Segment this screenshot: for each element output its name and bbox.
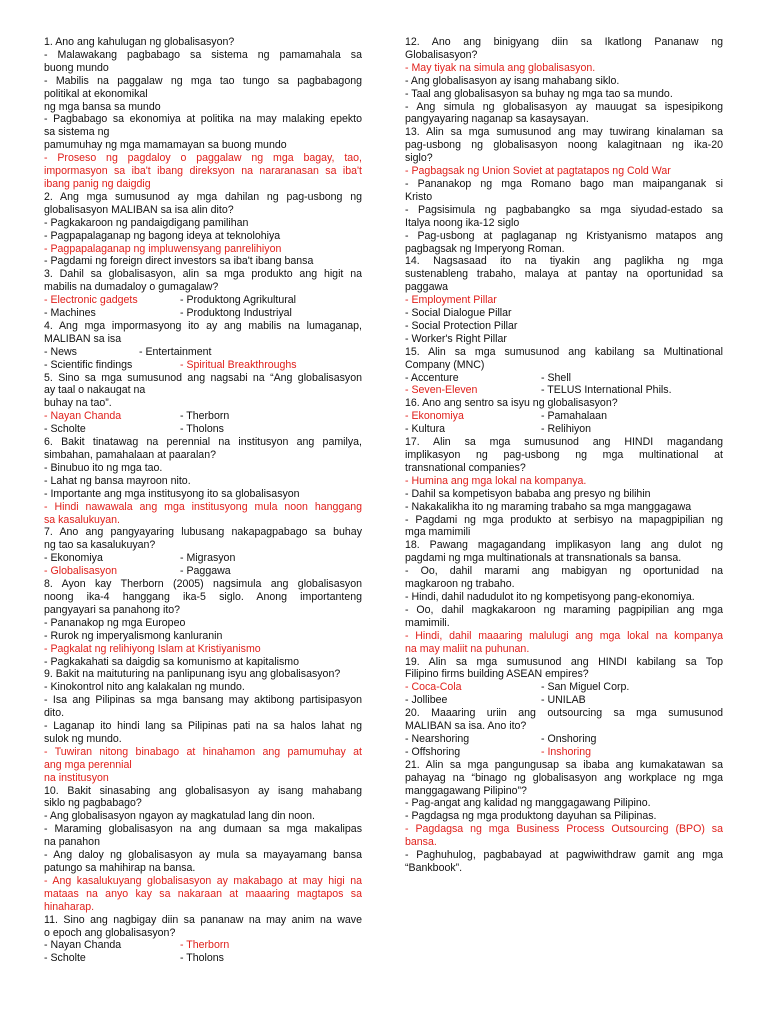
answer-line: impormasyon sa iba't ibang direksyon na nararanasan sa iba't — [44, 165, 362, 178]
choice-option: - Ekonomiya — [405, 410, 464, 423]
answer-line: mataas na anyo kay sa nakaraan at maaaring magtapos sa — [44, 887, 362, 900]
choice-option: - Globalisasyon — [44, 565, 118, 578]
text-line: na panahon — [44, 836, 100, 849]
choice-row — [44, 294, 362, 307]
text-line: Globalisasyon? — [405, 48, 478, 61]
choice-option: - San Miguel Corp. — [541, 681, 630, 694]
text-line: 7. Ano ang pangyayaring lubusang nakapagpabago sa buhay — [44, 526, 362, 539]
choice-row — [44, 552, 362, 565]
choice-option: - Ekonomiya — [44, 552, 103, 565]
choice-row — [405, 384, 723, 397]
text-line: 15. Alin sa mga sumusunod ang kabilang sa Multinational — [405, 345, 723, 358]
answer-line: - Hindi nawawala ang mga institusyong mula noon hanggang — [44, 500, 362, 513]
right-column — [405, 36, 723, 875]
text-line: - Binubuo ito ng mga tao. — [44, 461, 163, 474]
text-line: - Pananakop ng mga Romano bago man maipanganak si — [405, 177, 723, 190]
answer-line: ang mga perennial — [44, 758, 132, 771]
text-line: - Pagdami ng foreign direct investors sa iba't ibang bansa — [44, 255, 314, 268]
text-line: mabilis na dumadaloy o gumagalaw? — [44, 281, 219, 294]
choice-row — [44, 423, 362, 436]
choice-row — [44, 307, 362, 320]
answer-line: bansa. — [405, 836, 437, 849]
choice-option: - UNILAB — [541, 694, 586, 707]
choice-option: - Electronic gadgets — [44, 294, 138, 307]
text-line: Filipino firms building ASEAN empires? — [405, 668, 589, 681]
text-line: patungo sa mahihirap na bansa. — [44, 862, 196, 874]
choice-row — [405, 410, 723, 423]
text-line: - Taal ang globalisasyon sa buhay ng mga tao sa mundo. — [405, 87, 673, 100]
choice-option: - Scholte — [44, 952, 86, 965]
answer-line: - May tiyak na simula ang globalisasyon. — [405, 61, 596, 74]
text-line: simbahan, pamahalaan at paaralan? — [44, 449, 216, 461]
text-line: 10. Bakit sinasabing ang globalisasyon ay isang mahabang — [44, 784, 362, 797]
text-line: politikal at ekonomikal — [44, 87, 148, 100]
choice-option: - Tholons — [180, 423, 224, 436]
text-line: - Hindi, dahil nadudulot ito ng kompetisyong pang-ekonomiya. — [405, 590, 695, 603]
text-line: ng mga bansa sa mundo — [44, 100, 161, 113]
answer-line: - Pagpapalaganap ng impluwensyang panrelihiyon — [44, 242, 282, 255]
text-line: noong ika-4 hanggang ika-5 siglo. Anong importanteng — [44, 590, 362, 603]
text-line: - Ang simula ng globalisasyon ay mauugat sa ispesipikong — [405, 100, 723, 113]
text-line: - Pananakop ng mga Europeo — [44, 616, 186, 629]
choice-option: - Nayan Chanda — [44, 939, 122, 952]
text-line: buhay na tao”. — [44, 397, 112, 410]
text-line: sa sistema ng — [44, 126, 110, 139]
choice-option: - Paggawa — [180, 565, 231, 578]
choice-option: - Pamahalaan — [541, 410, 607, 423]
choice-option: - Relihiyon — [541, 423, 592, 436]
choice-row — [405, 423, 723, 436]
text-line: ng tao sa kasalukuyan? — [44, 539, 156, 552]
text-line: 11. Sino ang nagbigay diin sa pananaw na may anim na wave — [44, 913, 362, 926]
answer-line: - Pagdagsa ng mga Business Process Outsourcing (BPO) sa — [405, 823, 723, 836]
choice-row — [44, 410, 362, 423]
text-line: transnational companies? — [405, 461, 526, 474]
text-line: - Pagdami ng mga produkto at serbisyo na mapagpipilian ng — [405, 513, 723, 526]
choice-option: - Scientific findings — [44, 358, 133, 371]
text-line: MALIBAN sa isa. Ano ito? — [405, 720, 527, 733]
choice-option: - Scholte — [44, 423, 86, 436]
text-line: - Maraming globalisasyon na ang dumaan sa mga makalipas — [44, 823, 362, 836]
text-line: pagdami ng mga multinationals at transnationals sa bansa. — [405, 552, 682, 565]
choice-row — [44, 359, 362, 372]
choice-row — [405, 372, 723, 385]
text-line: - Worker's Right Pillar — [405, 332, 507, 345]
choice-option: - Coca-Cola — [405, 681, 462, 694]
text-line: - Laganap ito hindi lang sa Pilipinas pati na sa halos lahat ng — [44, 720, 362, 733]
answer-line: sa kasalukuyan. — [44, 513, 120, 526]
answer-line: hinaharap. — [44, 900, 95, 913]
text-line: mamimili. — [405, 616, 450, 629]
text-line: mga mamimili — [405, 526, 471, 539]
choice-option: - Produktong Agrikultural — [180, 294, 297, 307]
answer-line: - Tuwiran nitong binabago at hinahamon ang pamumuhay at — [44, 745, 362, 758]
text-line: sulok ng mundo. — [44, 732, 122, 745]
text-line: 6. Bakit tinatawag na perennial na institusyon ang pamilya, — [44, 436, 362, 449]
text-line: 9. Bakit na maituturing na panlipunang isyu ang globalisasyon? — [44, 668, 341, 681]
text-line: “Bankbook”. — [405, 862, 463, 874]
text-line: - Social Protection Pillar — [405, 319, 518, 332]
choice-row — [405, 733, 723, 746]
text-line: - Lahat ng bansa mayroon nito. — [44, 474, 191, 487]
text-line: - Pagdagsa ng mga produktong dayuhan sa Pilipinas. — [405, 810, 657, 823]
choice-row — [405, 681, 723, 694]
text-line: Company (MNC) — [405, 358, 485, 371]
text-line: 4. Ang mga impormasyong ito ay ang mabilis na lumaganap, — [44, 319, 362, 332]
answer-line: ibang panig ng daigdig — [44, 177, 151, 190]
text-line: 20. Maaaring uriin ang outsourcing sa mga sumusunod — [405, 707, 723, 720]
text-line: - Ang globalisasyon ngayon ay magkatulad lang din noon. — [44, 810, 315, 823]
text-line: Italya noong ika-12 siglo — [405, 216, 520, 229]
answer-line: - Hindi, dahil maaaring malulugi ang mga lokal na kompanya — [405, 629, 723, 642]
answer-line: - Humina ang mga lokal na kompanya. — [405, 474, 587, 487]
answer-line: - Pagbagsak ng Union Soviet at pagtatapos ng Cold War — [405, 165, 671, 178]
choice-option: - News — [44, 345, 77, 358]
choice-option: - Offshoring — [405, 745, 461, 758]
text-line: 21. Alin sa mga pangungusap sa ibaba ang kumakatawan sa — [405, 758, 723, 771]
text-line: - Paghuhulog, pagbabayad at pagwiwithdraw gamit ang mga — [405, 849, 723, 862]
text-line: o epoch ang globalisasyon? — [44, 926, 176, 939]
text-line: 5. Sino sa mga sumusunod ang nagsabi na “Ang globalisasyon — [44, 371, 362, 384]
text-line: pagbagsak ng Imperyong Roman. — [405, 242, 565, 255]
text-line: - Pagsisimula ng pagbabangko sa mga siyudad-estado sa — [405, 203, 723, 216]
choice-option: - Shell — [541, 371, 572, 384]
text-line: 19. Alin sa mga sumusunod ang HINDI kabilang sa Top — [405, 655, 723, 668]
text-line: - Kinokontrol nito ang kalakalan ng mundo. — [44, 681, 245, 694]
text-line: - Dahil sa kompetisyon bababa ang presyo ng bilihin — [405, 487, 651, 500]
text-line: Kristo — [405, 190, 433, 203]
choice-option: - Inshoring — [541, 745, 592, 758]
choice-option: - Therborn — [180, 410, 230, 423]
text-line: - Mabilis na paggalaw ng mga tao tungo sa pagbabagong — [44, 74, 362, 87]
text-line: pangyayaring naganap sa kasaysayan. — [405, 113, 589, 126]
answer-line: na institusyon — [44, 771, 109, 784]
text-line: globalisasyon MALIBAN sa isa alin dito? — [44, 203, 234, 216]
text-line: 1. Ano ang kahulugan ng globalisasyon? — [44, 36, 235, 48]
text-line: - Rurok ng imperyalismong kanluranin — [44, 629, 223, 642]
answer-line: - Proseso ng pagdaloy o paggalaw ng mga bagay, tao, — [44, 152, 362, 165]
choice-option: - Jollibee — [405, 694, 448, 707]
text-line: - Oo, dahil magkakaroon ng maraming pagpipilian ang mga — [405, 603, 723, 616]
text-line: - Oo, dahil marami ang mabigyan ng oportunidad na — [405, 565, 723, 578]
choice-row — [44, 952, 362, 965]
text-line: magkaroon ng trabaho. — [405, 578, 515, 591]
left-column — [44, 36, 362, 965]
text-line: dito. — [44, 707, 65, 720]
text-line: siglo? — [405, 152, 433, 165]
text-line: 13. Alin sa mga sumusunod ang may tuwirang kinalaman sa — [405, 126, 723, 139]
choice-row — [405, 694, 723, 707]
choice-row — [405, 746, 723, 759]
choice-option: - Nayan Chanda — [44, 410, 122, 423]
text-line: - Malawakang pagbabago sa sistema ng pamamahala sa — [44, 48, 362, 61]
text-line: sustenableng trabaho, malaya at pantay na oportunidad sa — [405, 268, 723, 281]
choice-option: - Spiritual Breakthroughs — [180, 358, 297, 371]
text-line: 12. Ano ang binigyang diin sa Ikatlong Pananaw ng — [405, 36, 723, 48]
text-line: pamumuhay ng mga mamamayan sa buong mundo — [44, 139, 287, 152]
text-line: pahayag na “binago ng globalisasyon ang workplace ng mga — [405, 771, 723, 784]
choice-option: - Entertainment — [139, 345, 212, 358]
answer-line: na may maliit na puhunan. — [405, 642, 530, 655]
text-line: - Pag-angat ang kalidad ng manggagawang Pilipino. — [405, 797, 651, 810]
text-line: - Pagbabago sa ekonomiya at politika na may malaking epekto — [44, 113, 362, 126]
choice-option: - Machines — [44, 307, 96, 320]
text-line: - Nakakalikha ito ng maraming trabaho sa mga manggagawa — [405, 500, 692, 513]
text-line: pangyayari sa panahong ito? — [44, 603, 181, 616]
choice-option: - Accenture — [405, 371, 459, 384]
text-line: 16. Ano ang sentro sa isyu ng globalisasyon? — [405, 397, 618, 410]
text-line: - Pagkakaroon ng pandaigdigang pamilihan — [44, 216, 249, 229]
text-line: ay taal o nakaugat na — [44, 384, 146, 397]
text-line: buong mundo — [44, 61, 109, 74]
text-line: paggawa — [405, 281, 449, 294]
text-line: 2. Ang mga sumusunod ay mga dahilan ng pag-usbong ng — [44, 190, 362, 203]
answer-line: - Pagkalat ng relihiyong Islam at Kristiyanismo — [44, 642, 261, 655]
text-line: 3. Dahil sa globalisasyon, alin sa mga produkto ang higit na — [44, 268, 362, 281]
choice-option: - TELUS International Phils. — [541, 384, 672, 397]
text-line: siklo ng pagbabago? — [44, 797, 142, 810]
text-line: 8. Ayon kay Therborn (2005) nagsimula ang globalisasyon — [44, 578, 362, 591]
choice-option: - Produktong Industriyal — [180, 307, 292, 320]
text-line: manggagawang Pilipino”? — [405, 784, 527, 797]
choice-row — [44, 346, 362, 359]
text-line: - Social Dialogue Pillar — [405, 307, 512, 320]
choice-option: - Seven-Eleven — [405, 384, 478, 397]
text-line: - Ang daloy ng globalisasyon ay mula sa mayayamang bansa — [44, 849, 362, 862]
answer-line: - Employment Pillar — [405, 294, 497, 307]
text-line: - Ang globalisasyon ay isang mahabang siklo. — [405, 74, 620, 87]
choice-option: - Tholons — [180, 952, 224, 965]
choice-option: - Onshoring — [541, 732, 597, 745]
text-line: 18. Pawang magagandang implikasyon lang ang dulot ng — [405, 539, 723, 552]
text-line: - Pagkakahati sa daigdig sa komunismo at kapitalismo — [44, 655, 299, 668]
text-line: - Isa ang Pilipinas sa mga bansang may aktibong partisipasyon — [44, 694, 362, 707]
text-line: implikasyon ng pag-usbong ng mga multinational at — [405, 449, 723, 461]
choice-option: - Kultura — [405, 423, 446, 436]
choice-option: - Migrasyon — [180, 552, 236, 565]
text-line: pag-usbong ng globalisasyon noong kalagitnaan ng ika-20 — [405, 139, 723, 152]
text-line: MALIBAN sa isa — [44, 332, 122, 345]
choice-option: - Nearshoring — [405, 732, 470, 745]
text-line: - Pagpapalaganap ng bagong ideya at teknolohiya — [44, 229, 281, 242]
choice-option: - Therborn — [180, 939, 230, 952]
text-line: - Pag-usbong at paglaganap ng Kristyanismo matapos ang — [405, 229, 723, 242]
answer-line: - Ang kasalukuyang globalisasyon ay makabago at may higi na — [44, 874, 362, 887]
text-line: - Importante ang mga institusyong ito sa globalisasyon — [44, 487, 300, 500]
text-line: 17. Alin sa mga sumusunod ang HINDI magandang — [405, 436, 723, 449]
text-line: 14. Nagsasaad ito na tiyakin ang paglikha ng mga — [405, 255, 723, 268]
choice-row — [44, 565, 362, 578]
choice-row — [44, 939, 362, 952]
